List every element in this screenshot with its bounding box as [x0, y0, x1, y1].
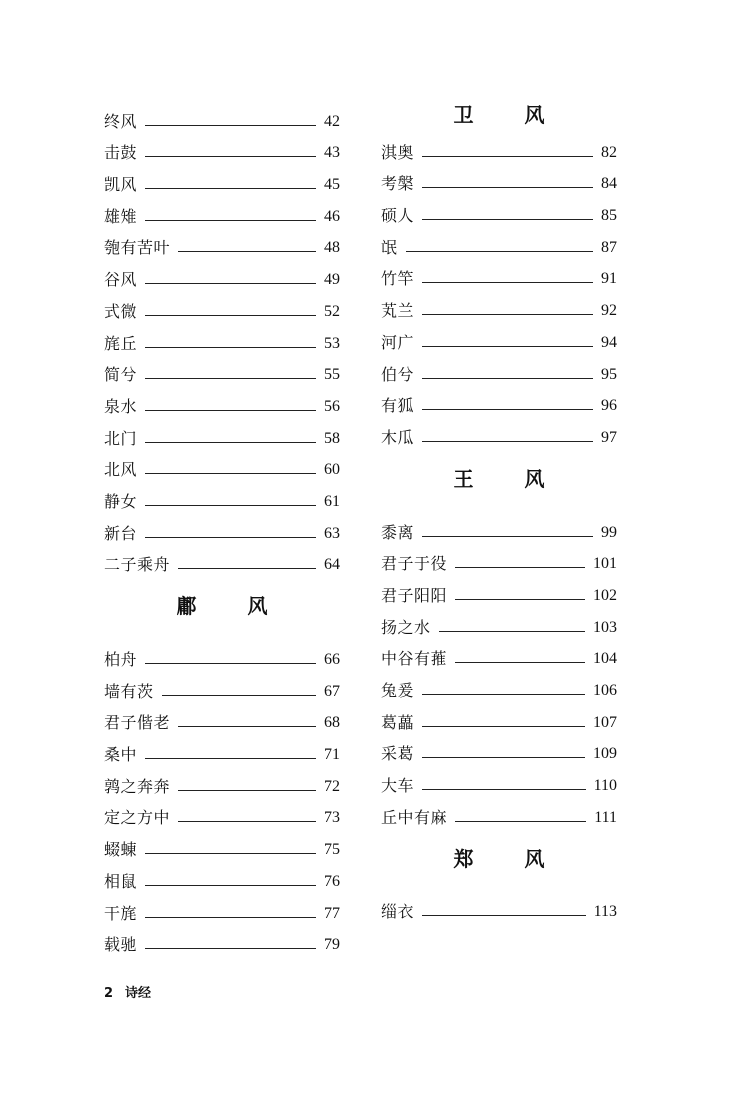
toc-entry[interactable]: [104, 702, 340, 734]
toc-entry[interactable]: [104, 195, 340, 227]
toc-entry[interactable]: [104, 163, 340, 195]
toc-entry[interactable]: [381, 511, 617, 543]
leader-line: [422, 187, 593, 188]
toc-entry[interactable]: [104, 100, 340, 132]
entry-page-number: 79: [324, 936, 340, 954]
entry-title: 君子偕老: [104, 713, 171, 733]
entry-title: 河广: [381, 332, 415, 352]
leader-line: [145, 188, 316, 189]
leader-line: [455, 662, 585, 663]
entry-page-number: 104: [593, 650, 617, 668]
entry-page-number: 92: [601, 302, 617, 320]
entry-page-number: 73: [324, 809, 340, 827]
toc-entry[interactable]: [104, 449, 340, 481]
entry-page-number: 94: [601, 333, 617, 351]
toc-entry[interactable]: [381, 606, 617, 638]
toc-entry[interactable]: [381, 353, 617, 385]
leader-line: [422, 282, 593, 283]
entry-page-number: 58: [324, 429, 340, 447]
leader-line: [145, 505, 316, 506]
leader-line: [422, 314, 593, 315]
entry-page-number: 97: [601, 428, 617, 446]
toc-right-column: [381, 100, 617, 922]
leader-line: [178, 568, 316, 569]
toc-entry[interactable]: [381, 574, 617, 606]
entry-title: 北门: [104, 428, 138, 448]
entry-title: 君子阳阳: [381, 585, 448, 605]
leader-line: [145, 853, 316, 854]
toc-entry[interactable]: [104, 733, 340, 765]
toc-entry[interactable]: [381, 289, 617, 321]
entry-title: 中谷有蓷: [381, 649, 448, 669]
toc-list: [104, 100, 340, 575]
toc-entry[interactable]: [381, 733, 617, 765]
leader-line: [145, 473, 316, 474]
toc-entry[interactable]: [381, 194, 617, 226]
toc-entry[interactable]: [104, 322, 340, 354]
entry-page-number: 82: [601, 143, 617, 161]
entry-title: 氓: [381, 237, 398, 257]
leader-line: [145, 948, 316, 949]
leader-line: [145, 156, 316, 157]
entry-page-number: 64: [324, 556, 340, 574]
entry-page-number: 43: [324, 144, 340, 162]
entry-page-number: 75: [324, 841, 340, 859]
leader-line: [422, 789, 586, 790]
entry-page-number: 102: [593, 586, 617, 604]
entry-title: 凯风: [104, 175, 138, 195]
toc-list: [381, 131, 617, 448]
entry-page-number: 48: [324, 239, 340, 257]
leader-line: [145, 917, 316, 918]
toc-entry[interactable]: [104, 385, 340, 417]
toc-entry[interactable]: [381, 321, 617, 353]
entry-title: 丘中有麻: [381, 807, 448, 827]
toc-entry[interactable]: [381, 226, 617, 258]
section-heading: 王 风: [453, 466, 567, 491]
toc-entry[interactable]: [104, 892, 340, 924]
section-heading: 鄘 风: [176, 594, 290, 619]
entry-title: 静女: [104, 491, 138, 511]
entry-title: 北风: [104, 460, 138, 480]
entry-title: 淇奥: [381, 142, 415, 162]
toc-entry[interactable]: [381, 385, 617, 417]
entry-title: 鹑之奔奔: [104, 776, 171, 796]
entry-title: 定之方中: [104, 808, 171, 828]
entry-title: 竹竿: [381, 269, 415, 289]
entry-page-number: 45: [324, 176, 340, 194]
entry-title: 君子于役: [381, 554, 448, 574]
leader-line: [145, 125, 316, 126]
entry-title: 黍离: [381, 522, 415, 542]
leader-line: [422, 694, 585, 695]
entry-title: 伯兮: [381, 364, 415, 384]
entry-page-number: 107: [593, 713, 617, 731]
leader-line: [439, 631, 585, 632]
entry-title: 芄兰: [381, 301, 415, 321]
leader-line: [145, 347, 316, 348]
entry-title: 终风: [104, 111, 138, 131]
leader-line: [145, 283, 316, 284]
leader-line: [178, 251, 316, 252]
entry-page-number: 52: [324, 302, 340, 320]
entry-page-number: 99: [601, 523, 617, 541]
entry-page-number: 60: [324, 461, 340, 479]
toc-entry[interactable]: [104, 480, 340, 512]
entry-title: 缁衣: [381, 902, 415, 922]
toc-entry[interactable]: [104, 417, 340, 449]
toc-entry[interactable]: [381, 638, 617, 670]
toc-entry[interactable]: [104, 860, 340, 892]
entry-title: 柏舟: [104, 650, 138, 669]
leader-line: [145, 378, 316, 379]
toc-entry[interactable]: [381, 543, 617, 575]
entry-page-number: 101: [593, 555, 617, 573]
leader-line: [145, 220, 316, 221]
leader-line: [422, 156, 593, 157]
entry-title: 蝃蝀: [104, 840, 138, 860]
leader-line: [145, 410, 316, 411]
entry-title: 载驰: [104, 935, 138, 955]
entry-title: 墙有茨: [104, 681, 154, 701]
entry-title: 扬之水: [381, 617, 431, 637]
toc-entry[interactable]: [104, 290, 340, 322]
leader-line: [455, 599, 585, 600]
leader-line: [145, 442, 316, 443]
toc-entry[interactable]: [381, 891, 617, 923]
entry-title: 考槃: [381, 174, 415, 194]
leader-line: [145, 663, 316, 664]
entry-page-number: 61: [324, 492, 340, 510]
toc-list: [104, 638, 340, 955]
toc-list: [381, 511, 617, 828]
entry-page-number: 106: [593, 682, 617, 699]
toc-entry[interactable]: [381, 796, 617, 828]
leader-line: [422, 409, 593, 410]
entry-page-number: 49: [324, 271, 340, 289]
toc-entry[interactable]: [381, 258, 617, 290]
entry-title: 击鼓: [104, 143, 138, 163]
entry-page-number: 55: [324, 366, 340, 384]
entry-page-number: 76: [324, 872, 340, 890]
toc-list: [381, 891, 617, 923]
entry-title: 有狐: [381, 396, 415, 416]
entry-title: 雄雉: [104, 206, 138, 226]
leader-line: [145, 315, 316, 316]
toc-entry[interactable]: [104, 227, 340, 259]
entry-page-number: 67: [324, 682, 340, 700]
entry-page-number: 42: [324, 112, 340, 130]
entry-title: 相鼠: [104, 871, 138, 891]
toc-entry[interactable]: [381, 163, 617, 195]
entry-title: 旄丘: [104, 333, 138, 353]
entry-page-number: 84: [601, 175, 617, 193]
entry-page-number: 87: [601, 238, 617, 256]
leader-line: [178, 790, 316, 791]
entry-page-number: 53: [324, 334, 340, 352]
entry-title: 干旄: [104, 903, 138, 923]
toc-entry[interactable]: [104, 765, 340, 797]
entry-page-number: 103: [593, 618, 617, 636]
leader-line: [162, 695, 316, 696]
toc-entry[interactable]: [381, 701, 617, 733]
entry-page-number: 111: [594, 808, 617, 826]
toc-entry[interactable]: [104, 512, 340, 544]
toc-entry[interactable]: [381, 131, 617, 163]
entry-page-number: 109: [593, 745, 617, 763]
leader-line: [145, 537, 316, 538]
entry-title: 木瓜: [381, 427, 415, 447]
leader-line: [145, 885, 316, 886]
toc-entry[interactable]: [104, 132, 340, 164]
entry-title: 谷风: [104, 270, 138, 290]
leader-line: [422, 726, 585, 727]
leader-line: [422, 378, 593, 379]
entry-page-number: 91: [601, 270, 617, 288]
entry-page-number: 96: [601, 397, 617, 415]
leader-line: [422, 536, 593, 537]
entry-title: 兔爰: [381, 681, 415, 700]
entry-page-number: 46: [324, 207, 340, 225]
toc-entry[interactable]: [104, 924, 340, 956]
entry-title: 泉水: [104, 396, 138, 416]
running-title: 诗经: [125, 986, 152, 1001]
toc-entry[interactable]: [104, 354, 340, 386]
page-footer: [104, 982, 151, 1001]
entry-page-number: 85: [601, 207, 617, 225]
toc-entry[interactable]: [104, 797, 340, 829]
leader-line: [422, 757, 585, 758]
entry-page-number: 66: [324, 651, 340, 668]
leader-line: [178, 726, 316, 727]
entry-page-number: 63: [324, 524, 340, 542]
leader-line: [406, 251, 593, 252]
leader-line: [178, 821, 316, 822]
toc-entry[interactable]: [381, 764, 617, 796]
entry-title: 葛藟: [381, 712, 415, 732]
leader-line: [422, 219, 593, 220]
section-heading: 卫 风: [453, 103, 567, 127]
section-heading: 郑 风: [453, 846, 567, 871]
toc-entry[interactable]: [381, 669, 617, 701]
leader-line: [455, 567, 585, 568]
entry-title: 硕人: [381, 206, 415, 226]
entry-title: 式微: [104, 301, 138, 321]
leader-line: [422, 915, 586, 916]
leader-line: [455, 821, 586, 822]
entry-page-number: 110: [593, 777, 617, 795]
entry-title: 新台: [104, 523, 138, 543]
leader-line: [422, 441, 593, 442]
toc-entry[interactable]: [104, 544, 340, 576]
entry-page-number: 113: [593, 903, 617, 921]
leader-line: [422, 346, 593, 347]
entry-title: 桑中: [104, 745, 138, 765]
entry-title: 采葛: [381, 744, 415, 764]
toc-entry[interactable]: [104, 828, 340, 860]
entry-title: 大车: [381, 776, 415, 796]
toc-entry[interactable]: [104, 670, 340, 702]
entry-page-number: 68: [324, 714, 340, 732]
entry-title: 二子乘舟: [104, 555, 171, 575]
toc-entry[interactable]: [381, 416, 617, 448]
toc-entry[interactable]: [104, 638, 340, 670]
entry-page-number: 77: [324, 904, 340, 922]
entry-page-number: 71: [324, 746, 340, 764]
entry-page-number: 72: [324, 777, 340, 795]
toc-entry[interactable]: [104, 258, 340, 290]
entry-title: 简兮: [104, 365, 138, 385]
entry-page-number: 95: [601, 365, 617, 383]
entry-title: 匏有苦叶: [104, 238, 171, 258]
page-number: 2: [104, 986, 114, 1001]
entry-page-number: 56: [324, 397, 340, 415]
leader-line: [145, 758, 316, 759]
toc-left-column: [104, 100, 340, 955]
